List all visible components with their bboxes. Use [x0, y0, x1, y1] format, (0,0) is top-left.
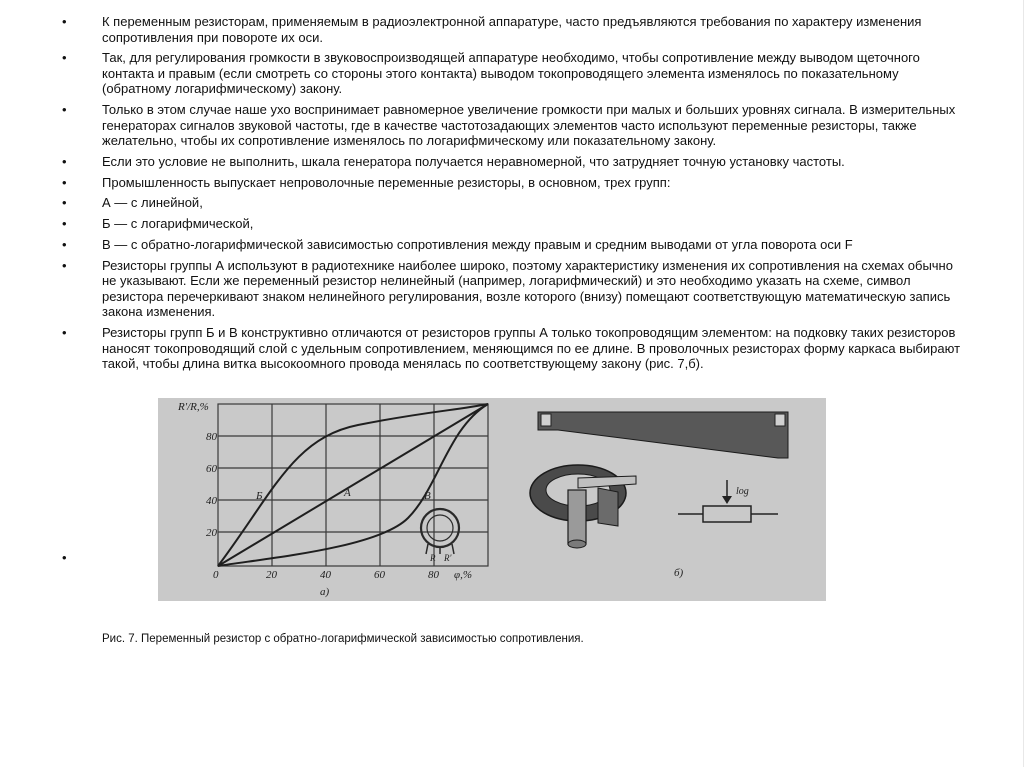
x-tick: 80 — [428, 569, 439, 581]
inset-label-r: R — [430, 553, 436, 563]
x-axis-label: φ,% — [454, 569, 472, 581]
symbol-log-label: log — [736, 486, 749, 497]
x-tick: 0 — [213, 569, 219, 581]
bullet-item: • Если это условие не выполнить, шкала генератора получается неравномерной, что затрудняет точную установку частоты. — [62, 154, 962, 170]
y-tick: 80 — [206, 431, 217, 443]
curve-label-v: В — [424, 490, 431, 502]
bullet-list — [62, 14, 962, 377]
bullet-item: • В — с обратно-логарифмической зависимостью сопротивления между правым и средним выводами от угла поворота оси F — [62, 237, 962, 253]
bullet-item: • Промышленность выпускает непроволочные переменные резисторы, в основном, трех групп: — [62, 175, 962, 191]
y-axis-label: R'/R,% — [178, 401, 209, 413]
bullet-item: • А — с линейной, — [62, 195, 962, 211]
bullet-item: • Только в этом случае наше ухо воспринимает равномерное увеличение громкости при малых и больших уровнях сигнала. В измерительных генераторах сигналов звуковой частоты, где в качестве частотозадающих элементов часто используют переменные резисторы, также желательно, чтобы их сопротивление изменялось по логарифмическому или показательному закону. — [62, 102, 962, 149]
subfigure-label-b: б) — [674, 567, 684, 579]
empty-bullet: • — [62, 550, 67, 565]
figure-caption: Рис. 7. Переменный резистор с обратно-логарифмической зависимостью сопротивления. — [102, 633, 584, 645]
bullet-item: • Б — с логарифмической, — [62, 216, 962, 232]
curve-label-b: Б — [256, 490, 263, 502]
bullet-item: • К переменным резисторам, применяемым в радиоэлектронной аппаратуре, часто предъявляются требования по характеру изменения сопротивления при повороте их оси. — [62, 14, 962, 45]
x-tick: 20 — [266, 569, 277, 581]
y-tick: 60 — [206, 463, 217, 475]
figure-svg — [158, 398, 826, 601]
inset-label-r-prime: R' — [444, 553, 452, 563]
y-tick: 20 — [206, 527, 217, 539]
bullet-item: • Так, для регулирования громкости в звуковоспроизводящей аппаратуре необходимо, чтобы сопротивление между выводом щеточного контакта и правым (если смотреть со стороны этого контакта) выводом токопроводящего элемента изменялось по показательному (обратному логарифмическому) закону. — [62, 50, 962, 97]
bullet-item: • Резисторы групп Б и В конструктивно отличаются от резисторов группы А только токопроводящим элементом: на подковку таких резисторов наносят токопроводящий слой с удельным сопротивлением, меняющимся по ее длине. В проволочных резисторах форму каркаса выбирают такой, чтобы длина витка высокоомного провода менялась по соответствующему закону (рис. 7,б). — [62, 325, 962, 372]
subfigure-label-a: а) — [320, 586, 330, 598]
figure-image — [158, 398, 826, 601]
curve-label-a: А — [344, 487, 351, 499]
y-tick: 40 — [206, 495, 217, 507]
x-tick: 60 — [374, 569, 385, 581]
x-tick: 40 — [320, 569, 331, 581]
bullet-item: • Резисторы группы А используют в радиотехнике наиболее широко, поэтому характеристику изменения их сопротивления на схемах обычно не указывают. Если же переменный резистор нелинейный (например, логарифмический) и это необходимо указать на схеме, символ резистора перечеркивают знаком нелинейного регулирования, возле которого (внизу) помещают соответствующую математическую запись закона изменения. — [62, 258, 962, 320]
